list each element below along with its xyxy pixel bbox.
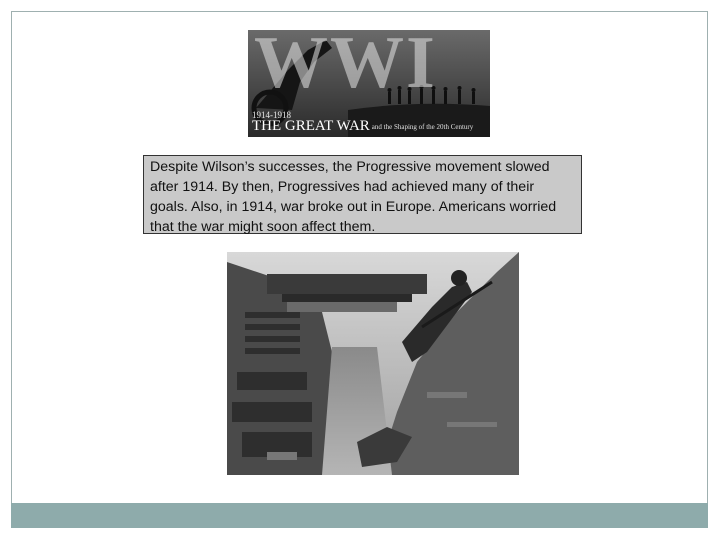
banner-title-text: THE GREAT WAR: [252, 118, 370, 134]
banner-subtitle: and the Shaping of the 20th Century: [371, 123, 474, 131]
banner-title: [252, 119, 473, 134]
trench-photo: [227, 252, 519, 475]
footer-bar: [11, 503, 708, 528]
trench-photo-scene: [227, 252, 519, 475]
banner-years: 1914-1918: [252, 110, 291, 120]
wwi-logo-text: WWI: [254, 30, 437, 104]
text-box: [143, 155, 582, 234]
text-box-paragraph: Despite Wilson’s successes, the Progressive movement slowed after 1914. By then, Progressives had achieved many of their goals. Also, in 1914, war broke out in Europe. Americans worried that the war might soon affect them.: [150, 159, 557, 235]
wwi-banner-image: [248, 30, 490, 137]
